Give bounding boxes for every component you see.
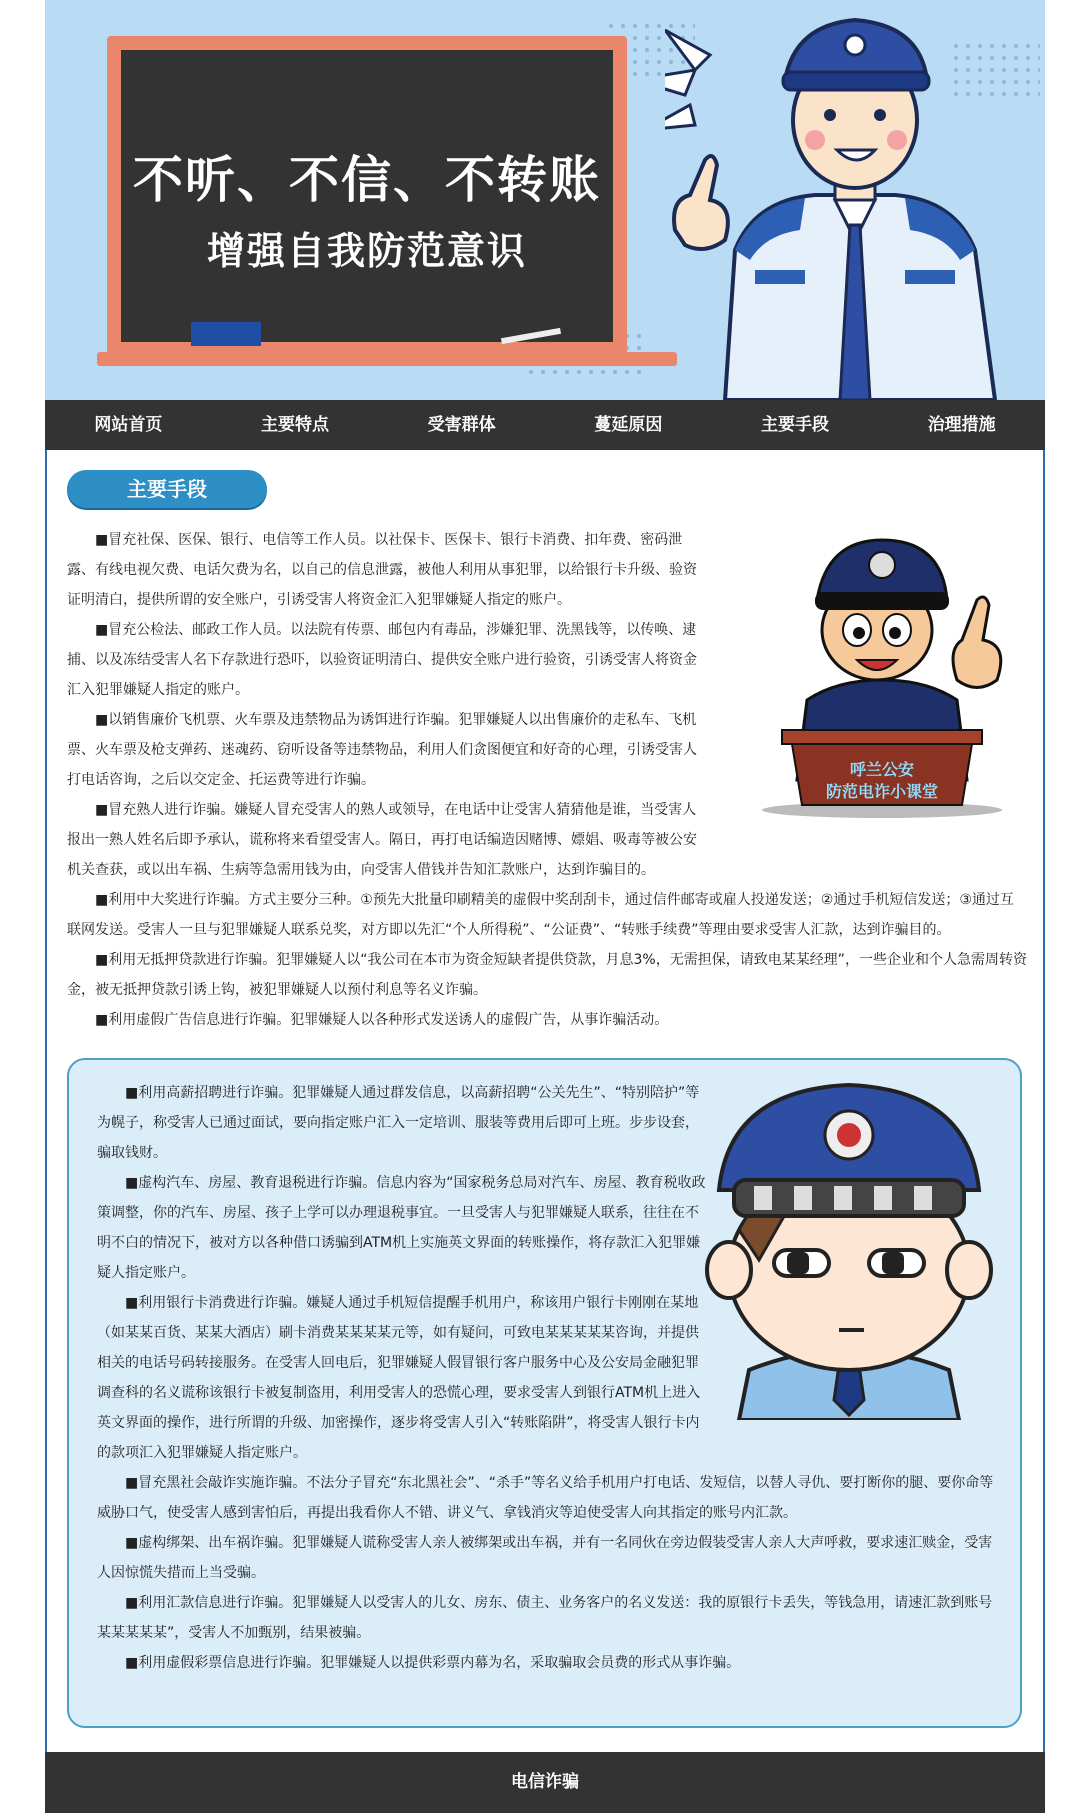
page xyxy=(45,0,1045,1813)
nav-item-home[interactable]: 网站首页 xyxy=(94,415,163,435)
paragraph: ■利用汇款信息进行诈骗。犯罪嫌疑人以受害人的儿女、房东、债主、业务客户的名义发送：我的原银行卡丢失，等钱急用，请速汇款到账号某某某某某”，受害人不加甄别，结果被骗。 xyxy=(97,1595,993,1641)
chalkboard-surface xyxy=(121,50,613,342)
paragraph: ■冒充公检法、邮政工作人员。以法院有传票、邮包内有毒品，涉嫌犯罪、洗黑钱等，以传唤、逮捕、以及冻结受害人名下存款进行恐吓，以验资证明清白、提供安全账户进行验资，引诱受害人将资金汇入犯罪嫌疑人指定的账户。 xyxy=(67,622,697,698)
podium-line2: 防范电诈小课堂 xyxy=(825,782,939,801)
paragraph: ■利用中大奖进行诈骗。方式主要分三种。①预先大批量印刷精美的虚假中奖刮刮卡，通过信件邮寄或雇人投递发送；②通过手机短信发送；③通过互联网发送。受害人一旦与犯罪嫌疑人联系兑奖，对方即以先汇“个人所得税”、“公证费”、“转账手续费”等理由要求受害人汇款，达到诈骗目的。 xyxy=(67,892,1014,938)
nav-item-causes[interactable]: 蔓延原因 xyxy=(594,415,663,435)
banner-headline: 不听、不信、不转账 xyxy=(133,151,601,209)
paragraph: ■虚构汽车、房屋、教育退税进行诈骗。信息内容为“国家税务总局对汽车、房屋、教育税收政策调整，你的汽车、房屋、孩子上学可以办理退税事宜。一旦受害人与犯罪嫌疑人联系，往往在不明不白的情况下，被对方以各种借口诱骗到ATM机上实施英文界面的转账操作，将存款汇入犯罪嫌疑人指定账户。 xyxy=(97,1175,706,1281)
paragraph: ■冒充熟人进行诈骗。嫌疑人冒充受害人的熟人或领导，在电话中让受害人猜猜他是谁，当受害人报出一熟人姓名后即予承认，谎称将来看望受害人。隔日，再打电话编造因赌博、嫖娼、吸毒等被公安机关查获，或以出车祸、生病等急需用钱为由，向受害人借钱并告知汇款账户，达到诈骗目的。 xyxy=(67,802,697,878)
paragraph: ■利用银行卡消费进行诈骗。嫌疑人通过手机短信提醒手机用户，称该用户银行卡刚刚在某地（如某某百货、某某大酒店）刷卡消费某某某某元等，如有疑问，可致电某某某某某咨询，并提供相关的电话号码转接服务。在受害人回电后，犯罪嫌疑人假冒银行客户服务中心及公安局金融犯罪调查科的名义谎称该银行卡被复制盗用，利用受害人的恐慌心理，要求受害人到银行ATM机上进入英文界面的操作，进行所谓的升级、加密操作，逐步将受害人引入“转账陷阱”，将受害人银行卡内的款项汇入犯罪嫌疑人指定账户。 xyxy=(97,1295,701,1461)
nav-item-victims[interactable]: 受害群体 xyxy=(427,415,496,435)
methods-highlight-box xyxy=(67,1058,1022,1728)
footer-label: 电信诈骗 xyxy=(511,1772,579,1792)
police-cartoon-podium xyxy=(747,530,1017,820)
nav-item-measures[interactable]: 治理措施 xyxy=(927,415,996,435)
nav-item-methods[interactable]: 主要手段 xyxy=(761,415,830,435)
banner xyxy=(45,0,1045,400)
paragraph: ■冒充社保、医保、银行、电信等工作人员。以社保卡、医保卡、银行卡消费、扣年费、密码泄露、有线电视欠费、电话欠费为名，以自己的信息泄露，被他人利用从事犯罪，以给银行卡升级、验资证明清白，提供所谓的安全账户，引诱受害人将资金汇入犯罪嫌疑人指定的账户。 xyxy=(67,532,697,608)
paragraph: ■利用虚假广告信息进行诈骗。犯罪嫌疑人以各种形式发送诱人的虚假广告，从事诈骗活动。 xyxy=(95,1012,669,1028)
eraser-icon xyxy=(191,322,261,346)
paragraph: ■以销售廉价飞机票、火车票及违禁物品为诱饵进行诈骗。犯罪嫌疑人以出售廉价的走私车、飞机票、火车票及枪支弹药、迷魂药、窃听设备等违禁物品，利用人们贪图便宜和好奇的心理，引诱受害人打电话咨询，之后以交定金、托运费等进行诈骗。 xyxy=(67,712,697,788)
paragraph: ■利用虚假彩票信息进行诈骗。犯罪嫌疑人以提供彩票内幕为名，采取骗取会员费的形式从事诈骗。 xyxy=(125,1655,741,1671)
main-nav xyxy=(45,400,1045,450)
chalkboard-shelf xyxy=(97,352,677,366)
chalk-icon xyxy=(501,328,561,344)
police-cartoon-face xyxy=(699,1080,999,1420)
paragraph: ■利用高薪招聘进行诈骗。犯罪嫌疑人通过群发信息，以高薪招聘“公关先生”、“特别陪护”等为幌子，称受害人已通过面试，要向指定账户汇入一定培训、服装等费用后即可上班。步步设套，骗取钱财。 xyxy=(97,1085,700,1161)
nav-item-features[interactable]: 主要特点 xyxy=(261,415,329,435)
paragraph: ■虚构绑架、出车祸诈骗。犯罪嫌疑人谎称受害人亲人被绑架或出车祸，并有一名同伙在旁边假装受害人亲人大声呼救，要求速汇赎金，受害人因惊慌失措而上当受骗。 xyxy=(97,1535,993,1581)
paragraph: ■冒充黑社会敲诈实施诈骗。不法分子冒充“东北黑社会”、“杀手”等名义给手机用户打电话、发短信，以替人寻仇、要打断你的腿、要你命等威胁口气，使受害人感到害怕后，再提出我看你人不错、讲义气、拿钱消灾等迫使受害人向其指定的账号内汇款。 xyxy=(97,1475,994,1521)
podium-line1: 呼兰公安 xyxy=(849,760,915,779)
section-title: 主要手段 xyxy=(67,470,267,508)
paragraph: ■利用无抵押贷款进行诈骗。犯罪嫌疑人以“我公司在本市为资金短缺者提供贷款，月息3%，无需担保，请致电某某经理”，一些企业和个人急需周转资金，被无抵押贷款引诱上钩，被犯罪嫌疑人以预付利息等名义诈骗。 xyxy=(67,952,1027,998)
banner-subheadline: 增强自我防范意识 xyxy=(206,229,527,273)
main-content xyxy=(45,450,1045,1752)
chalkboard xyxy=(107,36,627,356)
footer-bar xyxy=(45,1752,1045,1813)
police-officer-illustration xyxy=(665,0,1045,400)
